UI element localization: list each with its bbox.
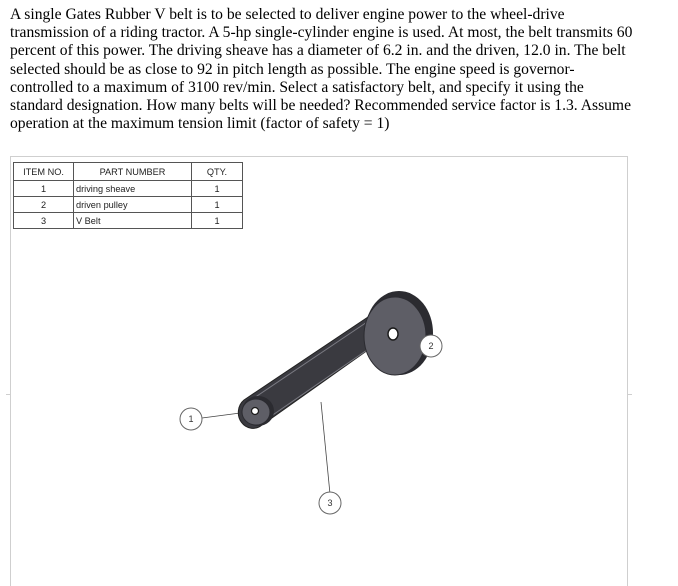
bom-quantity: 1 (192, 197, 243, 213)
bom-quantity: 1 (192, 213, 243, 229)
bom-quantity: 1 (192, 181, 243, 197)
balloon-1 (180, 408, 202, 430)
balloon-1-label: 1 (188, 414, 194, 424)
balloon-2 (420, 335, 442, 357)
driving-sheave-bore (252, 408, 259, 415)
driving-sheave (242, 396, 274, 426)
problem-statement: A single Gates Rubber V belt is to be selected to deliver engine power to the wheel-drive transmission of a riding tractor. A 5-hp single-cylinder engine is used. At most, the belt transmits 60 percent of this power. The driving sheave has a diameter of 6.2 in. and the driven, 12.0 in. The belt selected should be as close to 92 in pitch length as possible. The engine speed is governor-controlled to a maximum of 3100 rev/min. Select a satisfactory belt, and specify it using the standard designation. How many belts will be needed? Recommended service factor is 1.3. Assume operation at the maximum tension limit (factor of safety = 1) (10, 6, 633, 133)
bom-part-name: driving sheave (74, 181, 192, 197)
leader-line-3 (321, 402, 330, 494)
bom-header-part: PART NUMBER (74, 163, 192, 181)
bom-item-number: 3 (14, 213, 74, 229)
bom-item-number: 2 (14, 197, 74, 213)
driven-pulley (364, 291, 433, 375)
balloon-3 (319, 492, 341, 514)
bom-part-name: V Belt (74, 213, 192, 229)
bom-header-item: ITEM NO. (14, 163, 74, 181)
bom-item-number: 1 (14, 181, 74, 197)
bom-part-name: driven pulley (74, 197, 192, 213)
balloon-2-label: 2 (428, 341, 434, 351)
bom-header-qty: QTY. (192, 163, 243, 181)
balloon-3-label: 3 (327, 498, 333, 508)
driven-pulley-bore (388, 328, 398, 340)
